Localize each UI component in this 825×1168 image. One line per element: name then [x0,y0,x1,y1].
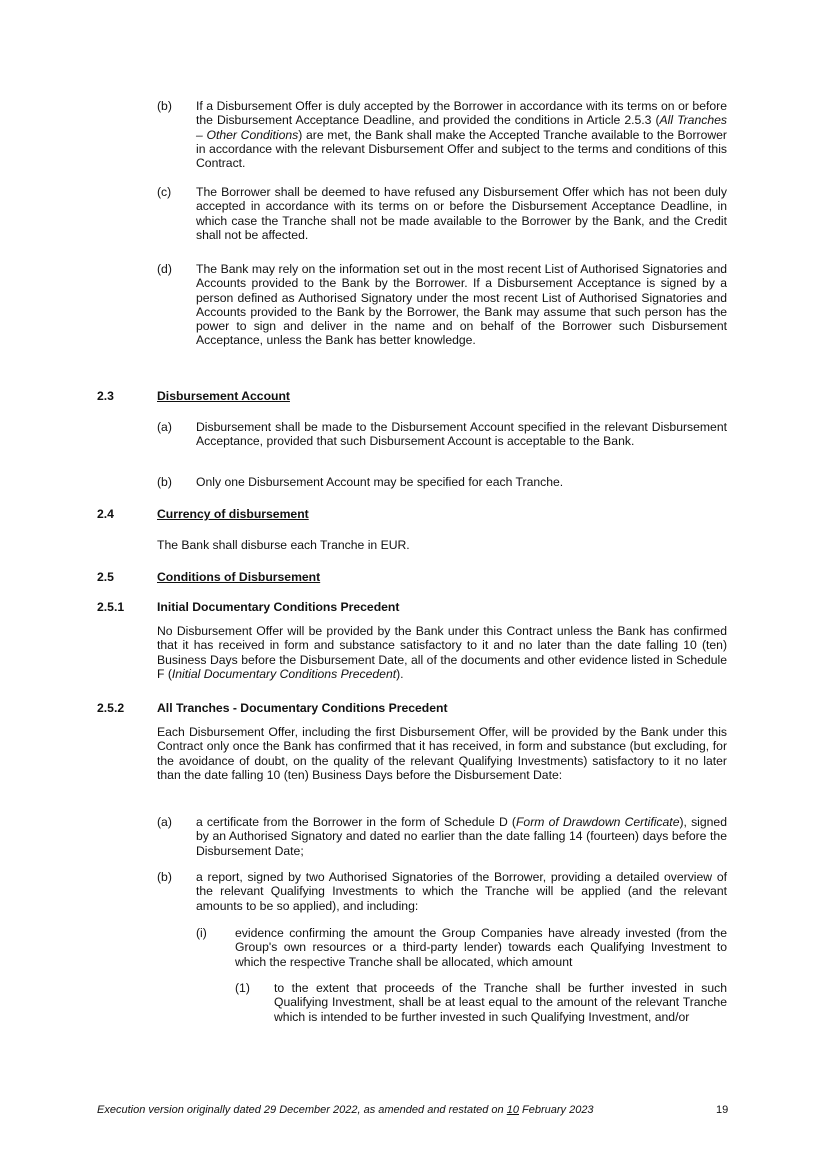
clause-2-5-2-a: a certificate from the Borrower in the form of Schedule D (Form of Drawdown Certificate), signed by an Authorised Signatory and dated no earlier than the date falling 14 (fourteen) days before the Disbursement Date; [196,815,727,858]
clause-i: evidence confirming the amount the Group Companies have already invested (from the Group's own resources or a third-party lender) towards each Qualifying Investment to which the respective Tranche shall be allocated, which amount [235,926,727,969]
clause-label-2-2-b: (b) [157,99,172,113]
clause-2-2-d: The Bank may rely on the information set out in the most recent List of Authorised Signatories and Accounts provided to the Bank by the Borrower. If a Disbursement Acceptance is signed by a person defined as Authorised Signatory under the most recent List of Authorised Signatories and Accounts provided to the Bank by the Borrower, the Bank may assume that such person has the power to sign and deliver in the name and on behalf of the Borrower such Disbursement Acceptance, unless the Bank has better knowledge. [196,262,727,348]
clause-label-1: (1) [235,981,250,995]
clause-label-2-3-b: (b) [157,475,172,489]
page-number: 19 [716,1104,729,1116]
section-title-2-4: Currency of disbursement [157,507,309,521]
clause-label-2-5-2-b: (b) [157,870,172,884]
section-number-2-5-2: 2.5.2 [97,701,125,715]
clause-label-2-2-c: (c) [157,185,172,199]
section-text-2-5-1: No Disbursement Offer will be provided by the Bank under this Contract unless the Bank has confirmed that it has received in form and substance satisfactory to it and no later than the date falling 10 (ten) Business Days before the Disbursement Date, all of the documents and other evidence listed in Schedule F (Initial Documentary Conditions Precedent). [157,624,727,681]
footer-text: Execution version originally dated 29 December 2022, as amended and restated on 10 February 2023 [97,1104,594,1116]
clause-1: to the extent that proceeds of the Tranche shall be further invested in such Qualifying Investment, shall be at least equal to the amount of the relevant Tranche which is intended to be further invested in such Qualifying Investment, and/or [274,981,727,1024]
section-number-2-4: 2.4 [97,507,114,521]
clause-label-i: (i) [196,926,207,940]
clause-2-3-b: Only one Disbursement Account may be specified for each Tranche. [196,475,564,489]
section-number-2-5-1: 2.5.1 [97,600,125,614]
section-title-2-5: Conditions of Disbursement [157,570,321,584]
section-text-2-5-2: Each Disbursement Offer, including the first Disbursement Offer, will be provided by the Bank under this Contract only once the Bank has confirmed that it has received, in form and substance (but excluding, for the avoidance of doubt, on the quality of the relevant Qualifying Investments) satisfactory to it no later than the date falling 10 (ten) Business Days before the Disbursement Date: [157,725,727,782]
clause-label-2-5-2-a: (a) [157,815,172,829]
clause-2-2-c: The Borrower shall be deemed to have refused any Disbursement Offer which has not been duly accepted in accordance with its terms on or before the Disbursement Acceptance Deadline, in which case the Tranche shall not be made available to the Borrower by the Bank, and the Credit shall not be affected. [196,185,727,242]
section-title-2-3: Disbursement Account [157,389,290,403]
section-number-2-5: 2.5 [97,570,114,584]
clause-2-2-b: If a Disbursement Offer is duly accepted by the Borrower in accordance with its terms on or before the Disbursement Acceptance Deadline, and provided the conditions in Article 2.5.3 (All Tranches – Other Conditions) are met, the Bank shall make the Accepted Tranche available to the Borrower in accordance with the relevant Disbursement Offer and subject to the terms and conditions of this Contract. [196,99,727,171]
section-title-2-5-1: Initial Documentary Conditions Precedent [157,600,400,614]
section-number-2-3: 2.3 [97,389,114,403]
clause-label-2-3-a: (a) [157,420,172,434]
section-title-2-5-2: All Tranches - Documentary Conditions Precedent [157,701,448,715]
clause-2-5-2-b: a report, signed by two Authorised Signatories of the Borrower, providing a detailed overview of the relevant Qualifying Investments to which the Tranche will be applied (and the relevant amounts to be so applied), and including: [196,870,727,913]
section-text-2-4: The Bank shall disburse each Tranche in EUR. [157,538,410,552]
clause-label-2-2-d: (d) [157,262,172,276]
clause-2-3-a: Disbursement shall be made to the Disbursement Account specified in the relevant Disbursement Acceptance, provided that such Disbursement Account is acceptable to the Bank. [196,420,727,449]
